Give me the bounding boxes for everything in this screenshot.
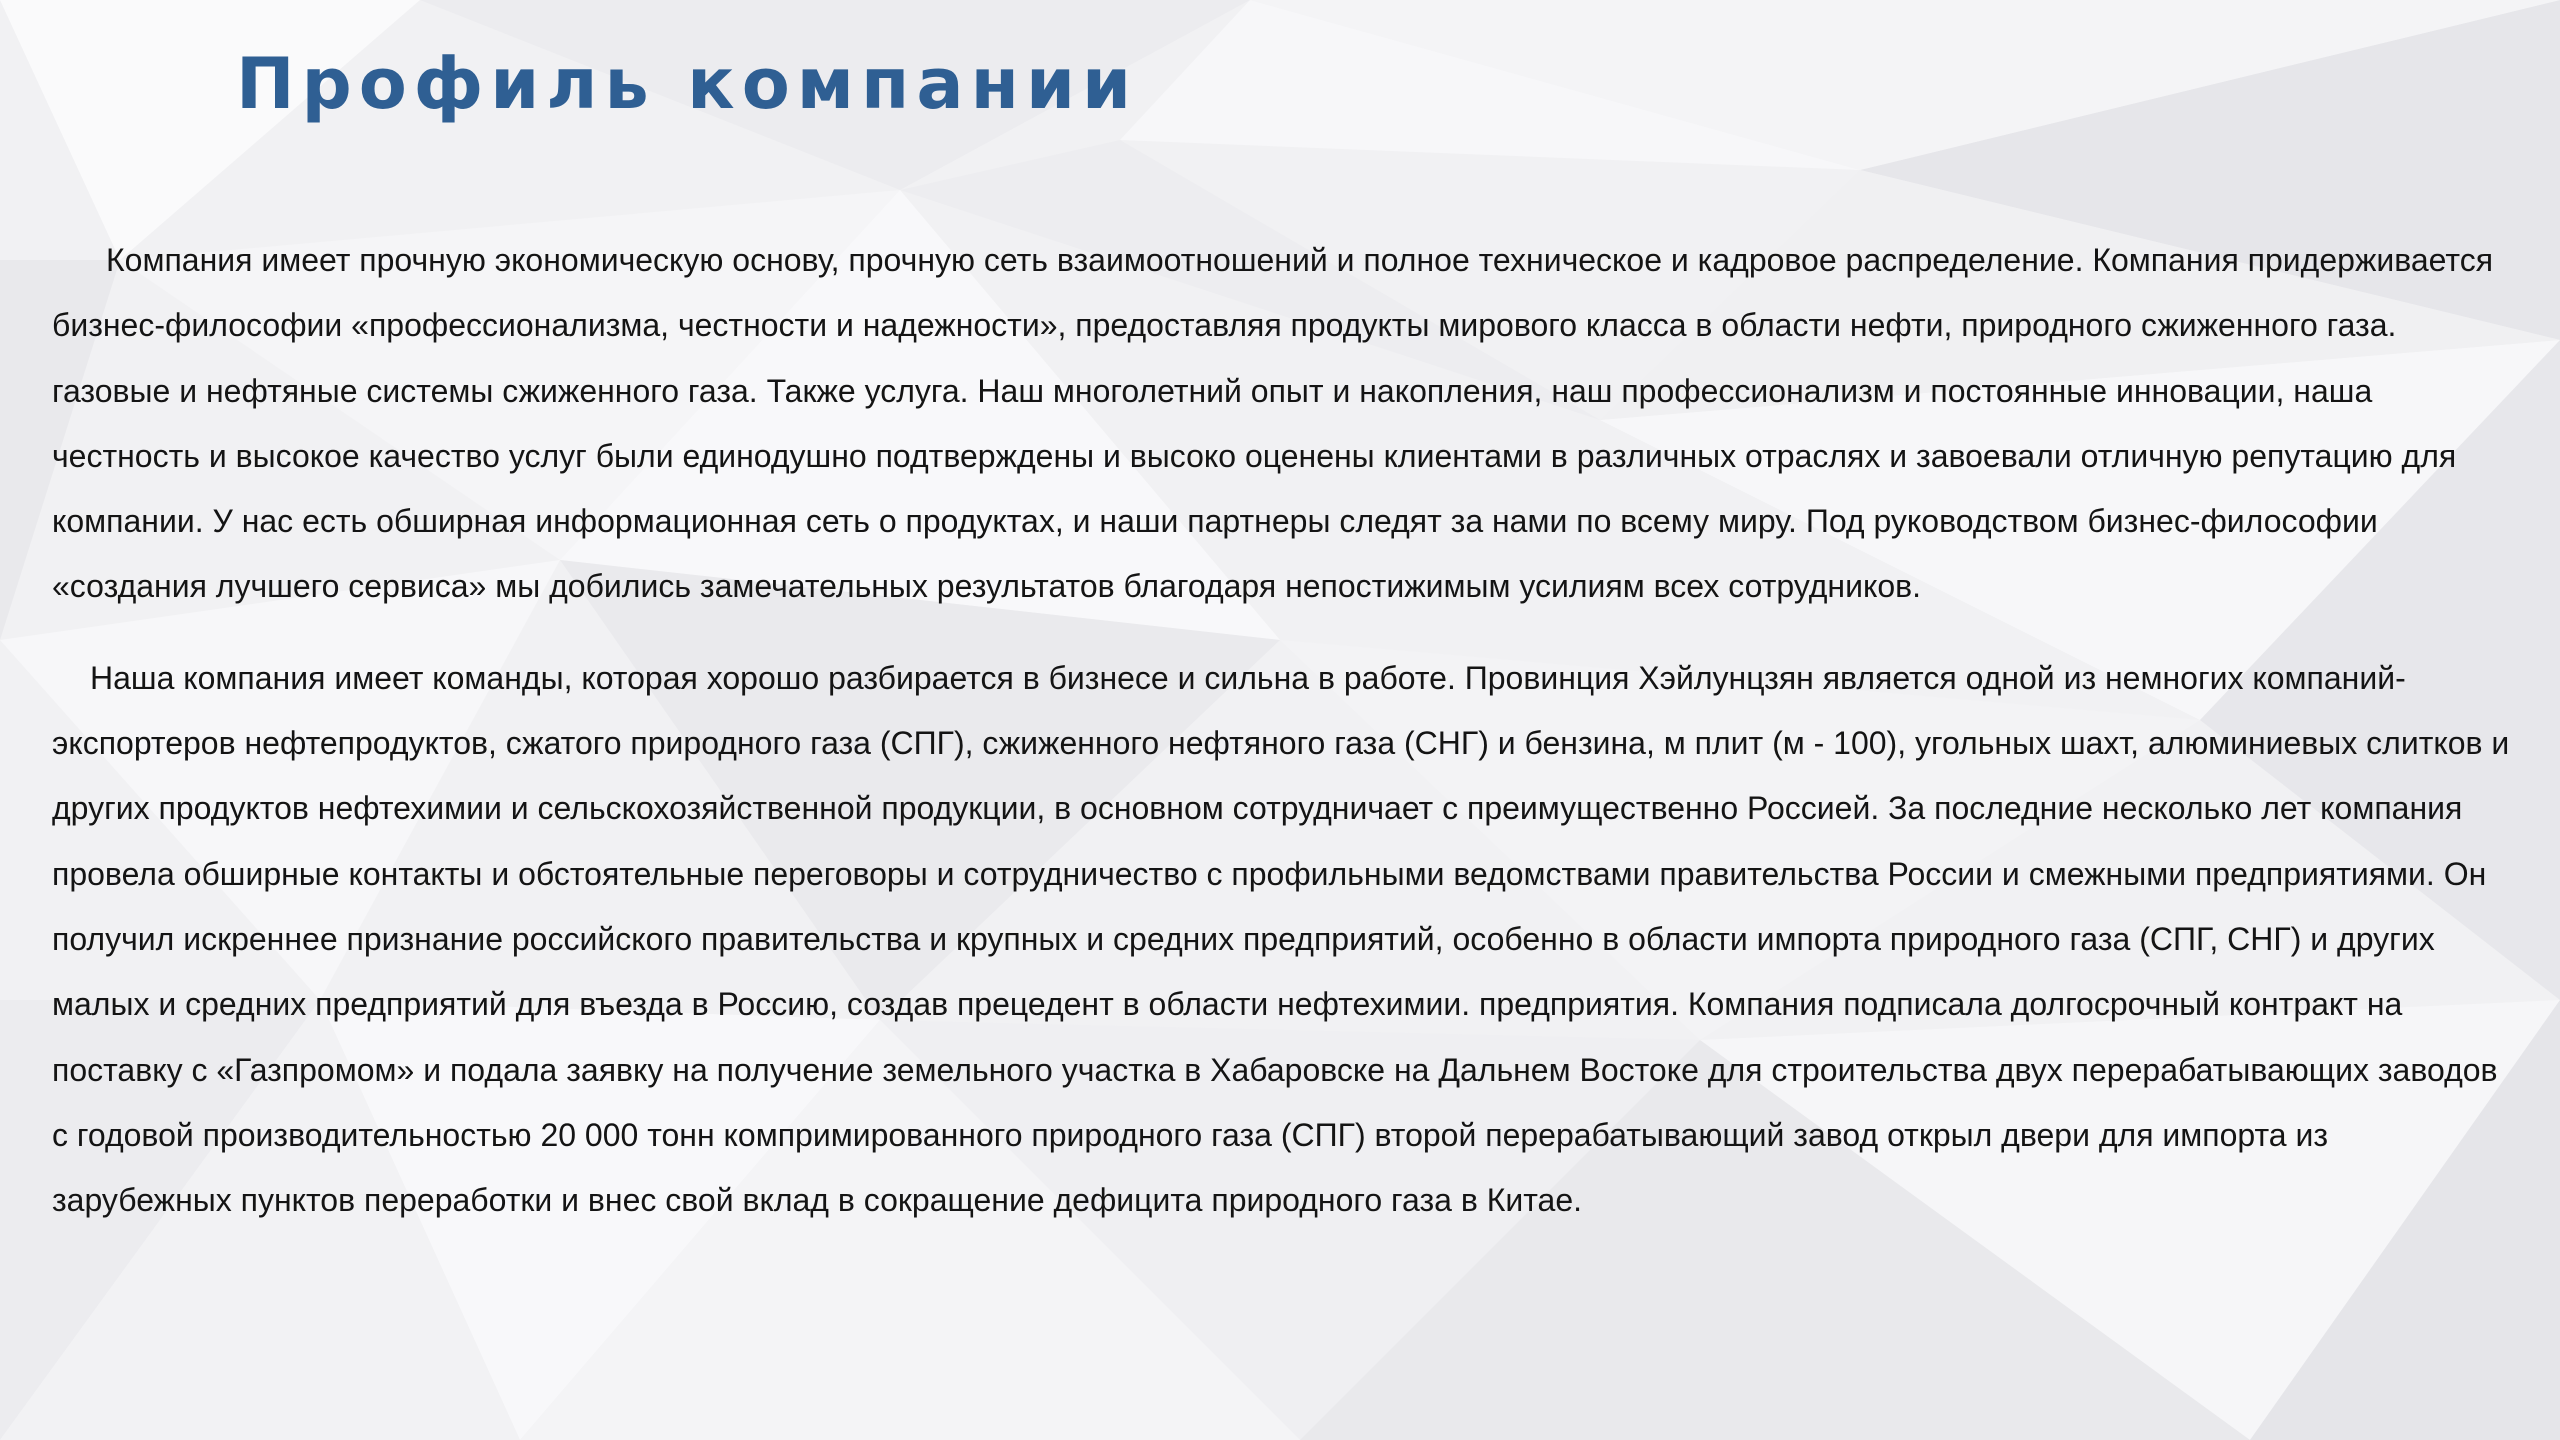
paragraph: Наша компания имеет команды, которая хорошо разбирается в бизнесе и сильна в работе. Провинция Хэйлунцзян является одной из немногих компаний-экспортеров нефтепродуктов, сжатого природного газа (СПГ), сжиженного нефтяного газа (СНГ) и бензина, м плит (м - 100), угольных шахт, алюминиевых слитков и других продуктов нефтехимии и сельскохозяйственной продукции, в основном сотрудничает с преимущественно Россией. За последние несколько лет компания провела обширные контакты и обстоятельные переговоры и сотрудничество с профильными ведомствами правительства России и смежными предприятиями. Он получил искреннее признание российского правительства и крупных и средних предприятий, особенно в области импорта природного газа (СПГ, СНГ) и других малых и средних предприятий для въезда в Россию, создав прецедент в области нефтехимии. предприятия. Компания подписала долгосрочный контракт на поставку с «Газпромом» и подала заявку на получение земельного участка в Хабаровске на Дальнем Востоке для строительства двух перерабатывающих заводов с годовой производительностью 20 000 тонн компримированного природного газа (СПГ) второй перерабатывающий завод открыл двери для импорта из зарубежных пунктов переработки и внес свой вклад в сокращение дефицита природного газа в Китае. [52, 659, 2510, 1219]
paragraph: Компания имеет прочную экономическую основу, прочную сеть взаимоотношений и полное техническое и кадровое распределение. Компания придерживается бизнес-философии «профессионализма, честности и надежности», предоставляя продукты мирового класса в области нефти, природного сжиженного газа. газовые и нефтяные системы сжиженного газа. Также услуга. Наш многолетний опыт и накопления, наш профессионализм и постоянные инновации, наша честность и высокое качество услуг были единодушно подтверждены и высоко оценены клиентами в различных отраслях и завоевали отличную репутацию для компании. У нас есть обширная информационная сеть о продуктах, и наши партнеры следят за нами по всему миру. Под руководством бизнес-философии «создания лучшего сервиса» мы добились замечательных результатов благодаря непостижимым усилиям всех сотрудников. [52, 242, 2494, 605]
company-profile-text [52, 228, 2512, 1233]
page-title: Профиль компании [236, 43, 1139, 125]
